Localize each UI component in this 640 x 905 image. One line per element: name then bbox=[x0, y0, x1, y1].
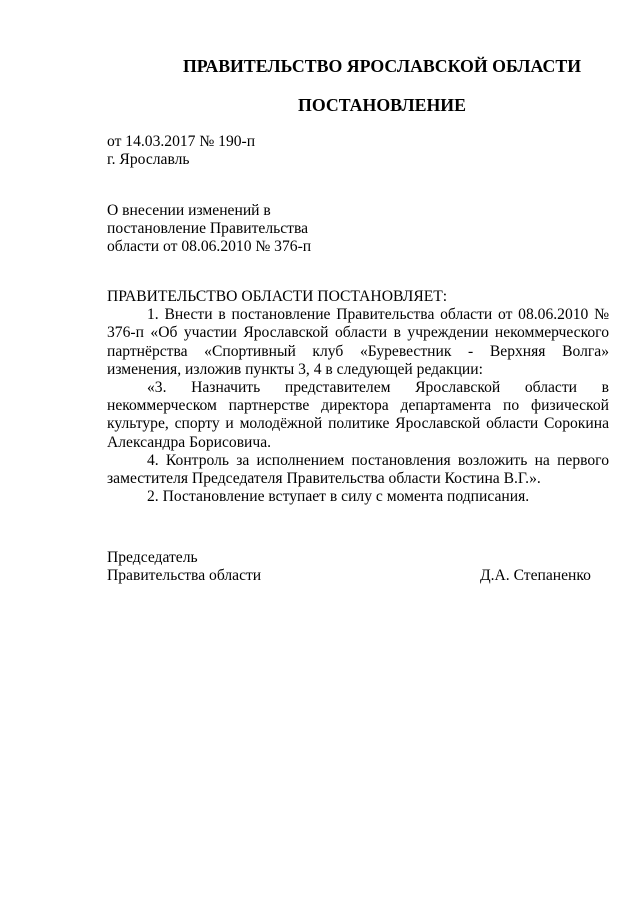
preamble: ПРАВИТЕЛЬСТВО ОБЛАСТИ ПОСТАНОВЛЯЕТ: bbox=[107, 288, 448, 305]
body-paragraph: 4. Контроль за исполнением постановления возложить на первого заместителя Председателя Правительства области Костина В.Г.». bbox=[107, 451, 609, 488]
subject-line: О внесении изменений в bbox=[107, 202, 271, 219]
signatory-name: Д.А. Степаненко bbox=[480, 567, 591, 584]
city: г. Ярославль bbox=[107, 151, 190, 168]
body-paragraph: «3. Назначить представителем Ярославской области в некоммерческом партнерстве директора департамента по физической культуре, спорту и молодёжной политике Ярославской области Сорокина Александра Борисовича. bbox=[107, 379, 609, 451]
signatory-position: Председатель bbox=[107, 549, 198, 566]
date-number: от 14.03.2017 № 190-п bbox=[107, 133, 256, 150]
subject-line: области от 08.06.2010 № 376-п bbox=[107, 238, 312, 255]
decree-body bbox=[107, 288, 609, 506]
document-type-title: ПОСТАНОВЛЕНИЕ bbox=[297, 95, 466, 115]
signatory-position: Правительства области bbox=[107, 567, 262, 584]
body-paragraph: 1. Внести в постановление Правительства области от 08.06.2010 № 376-п «Об участии Ярославской области в учреждении некоммерческого партнёрства «Спортивный клуб «Буревестник - Верхняя Волга» изменения, изложив пункты 3, 4 в следующей редакции: bbox=[107, 306, 609, 378]
subject-line: постановление Правительства bbox=[107, 220, 309, 237]
body-paragraph: 2. Постановление вступает в силу с момента подписания. bbox=[147, 488, 530, 506]
organization-title: ПРАВИТЕЛЬСТВО ЯРОСЛАВСКОЙ ОБЛАСТИ bbox=[182, 56, 582, 76]
